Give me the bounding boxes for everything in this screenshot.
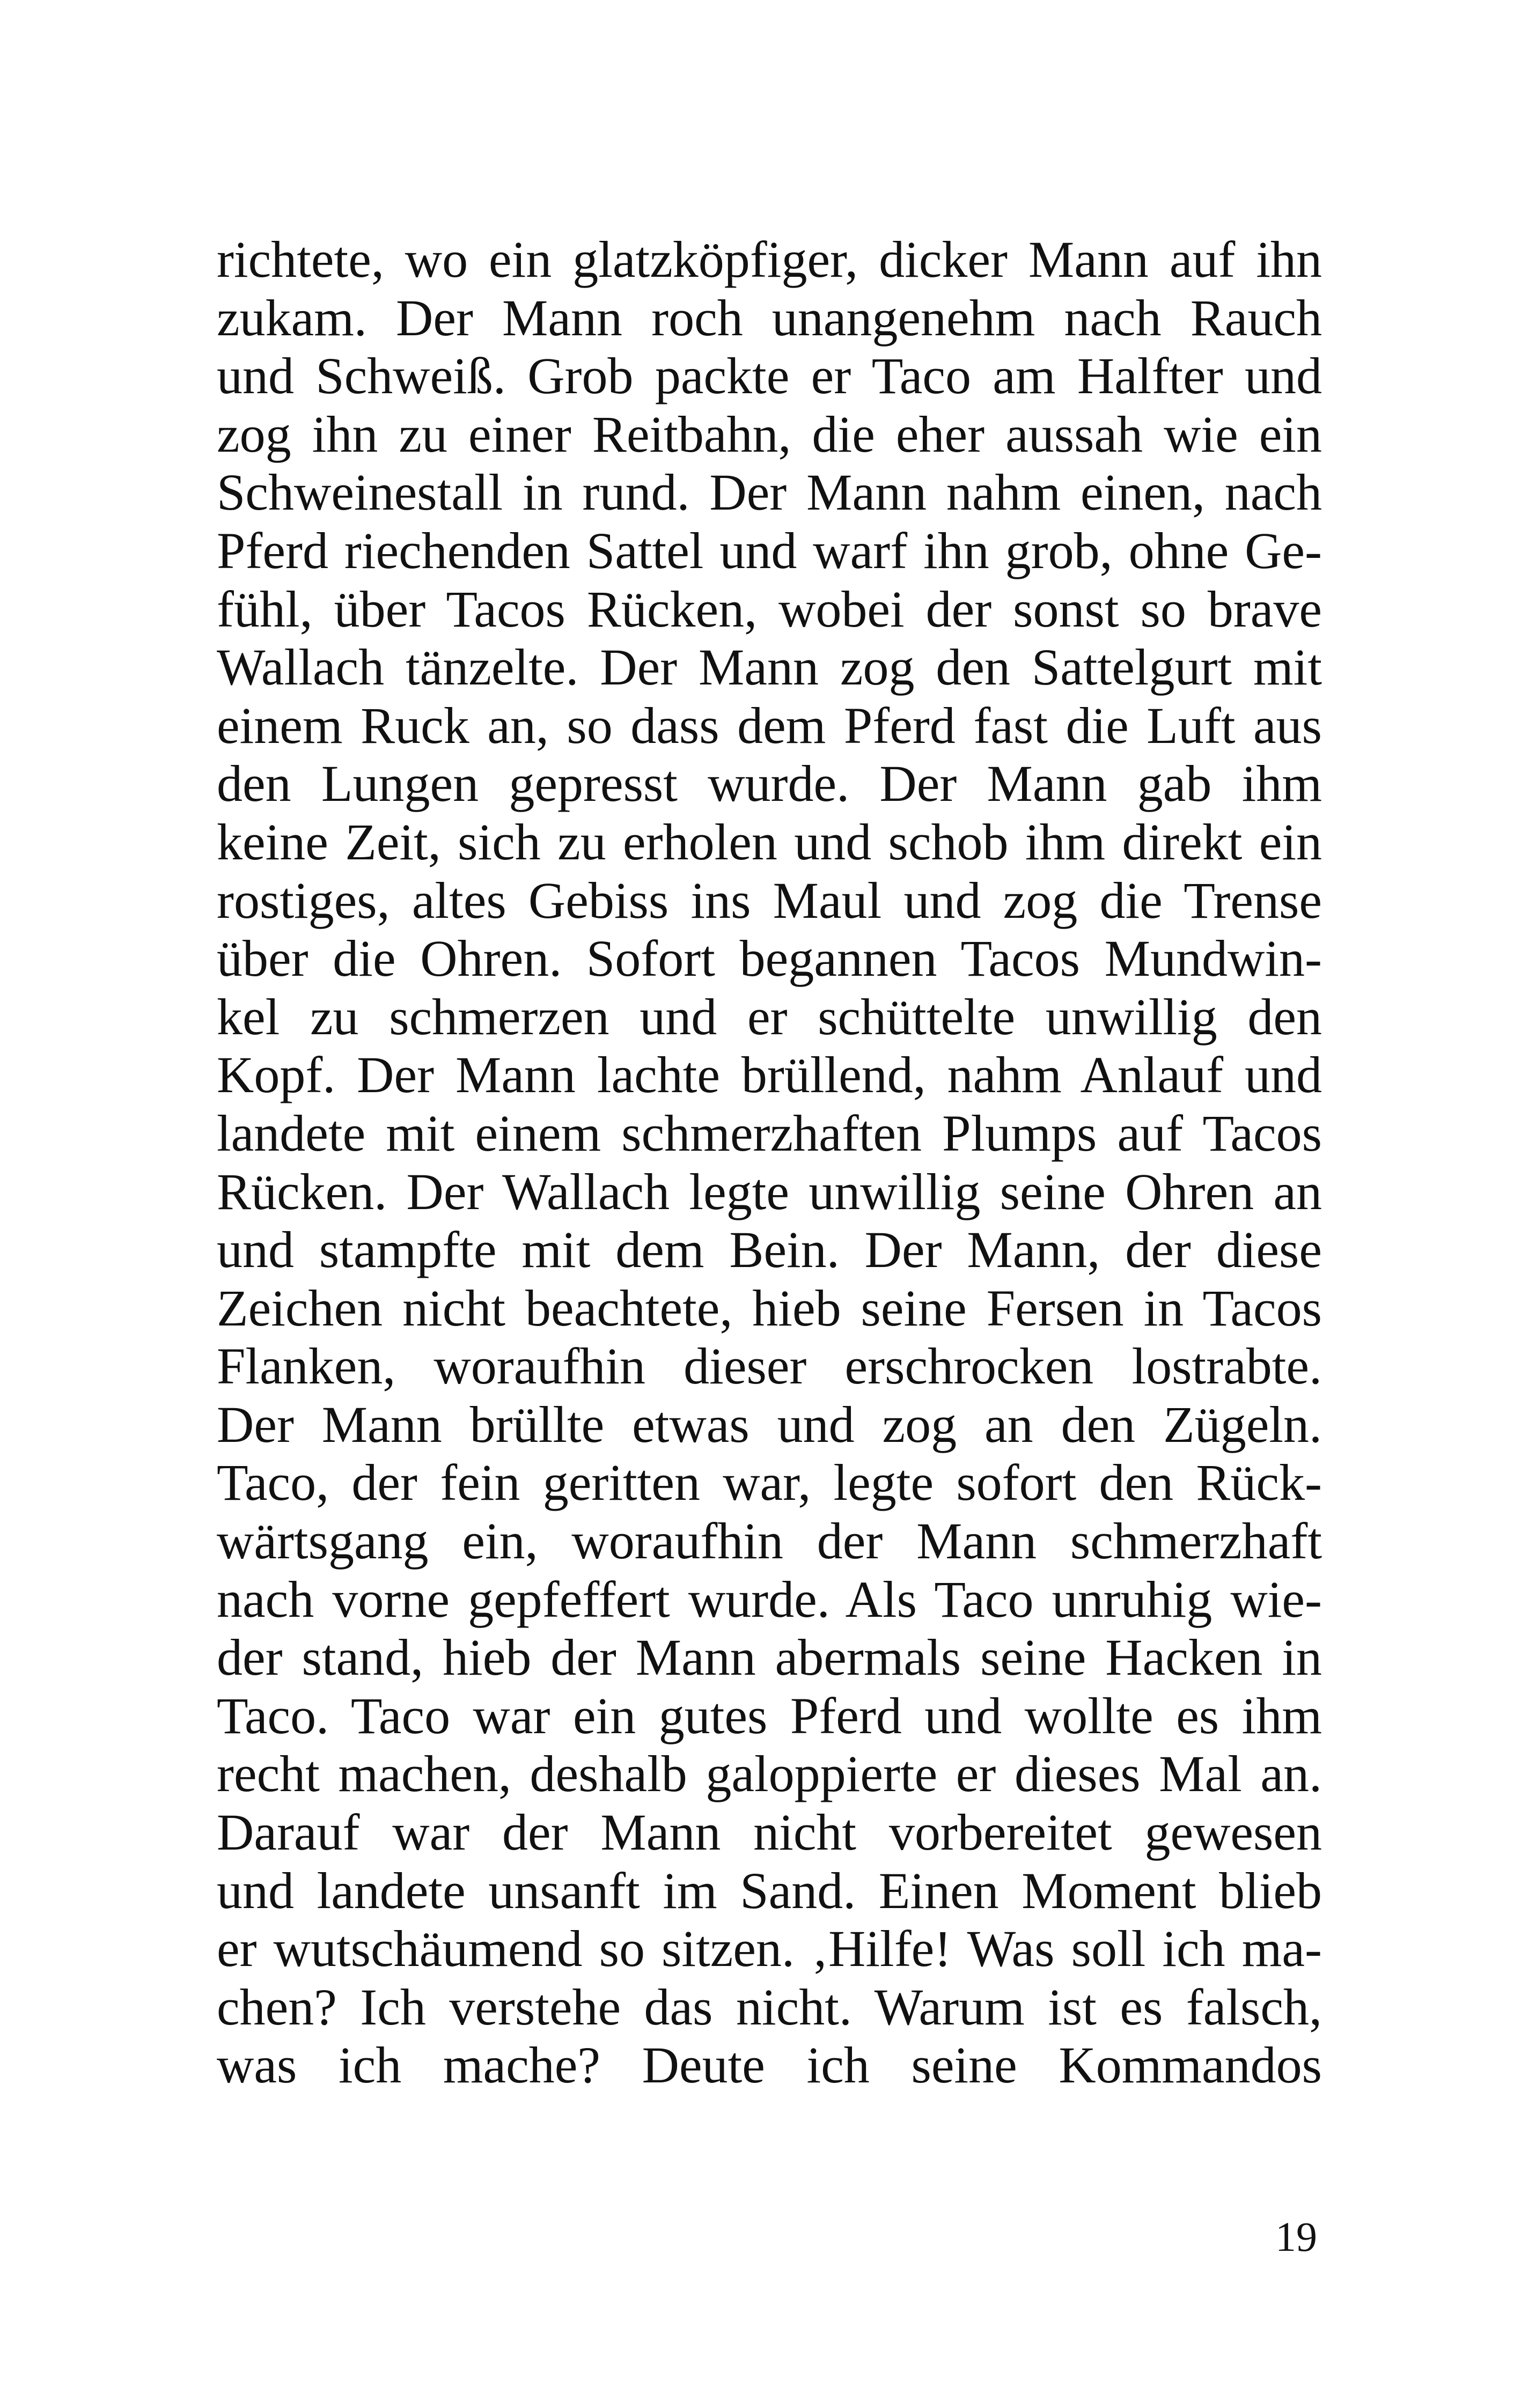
text-line: den Lungen gepresst wurde. Der Mann gab ihm	[217, 755, 1322, 813]
text-line: Kopf. Der Mann lachte brüllend, nahm Anlauf und	[217, 1046, 1322, 1104]
text-line: nach vorne gepfeffert wurde. Als Taco unruhig wie-	[217, 1570, 1322, 1628]
text-line: richtete, wo ein glatzköpfiger, dicker Mann auf ihn	[217, 231, 1322, 288]
text-line: recht machen, deshalb galoppierte er dieses Mal an.	[217, 1745, 1322, 1803]
text-line: wärtsgang ein, woraufhin der Mann schmerzhaft	[217, 1512, 1322, 1570]
text-line: Taco. Taco war ein gutes Pferd und wollte es ihm	[217, 1687, 1322, 1744]
text-line: Taco, der fein geritten war, legte sofort den Rück-	[217, 1454, 1322, 1512]
body-text	[217, 231, 1322, 2095]
text-line: Pferd riechenden Sattel und warf ihn grob, ohne Ge-	[217, 521, 1322, 579]
text-line: keine Zeit, sich zu erholen und schob ihm direkt ein	[217, 813, 1322, 871]
text-line: der stand, hieb der Mann abermals seine Hacken in	[217, 1629, 1322, 1687]
text-line: Zeichen nicht beachtete, hieb seine Fersen in Tacos	[217, 1279, 1322, 1337]
text-line: über die Ohren. Sofort begannen Tacos Mundwin-	[217, 930, 1322, 988]
text-line: Der Mann brüllte etwas und zog an den Zügeln.	[217, 1395, 1322, 1453]
text-line: Rücken. Der Wallach legte unwillig seine Ohren an	[217, 1162, 1322, 1220]
text-line: und Schweiß. Grob packte er Taco am Halfter und	[217, 347, 1322, 405]
text-line: einem Ruck an, so dass dem Pferd fast die Luft aus	[217, 696, 1322, 754]
page-number: 19	[1275, 2213, 1317, 2260]
text-line: er wutschäumend so sitzen. ‚Hilfe! Was soll ich ma-	[217, 1920, 1322, 1978]
text-line: Wallach tänzelte. Der Mann zog den Sattelgurt mit	[217, 638, 1322, 696]
text-line: kel zu schmerzen und er schüttelte unwillig den	[217, 988, 1322, 1045]
text-line: Schweinestall in rund. Der Mann nahm einen, nach	[217, 463, 1322, 521]
text-line: zukam. Der Mann roch unangenehm nach Rauch	[217, 289, 1322, 347]
text-line: chen? Ich verstehe das nicht. Warum ist es falsch,	[217, 1978, 1322, 2036]
text-line: und stampfte mit dem Bein. Der Mann, der diese	[217, 1221, 1322, 1279]
text-line: zog ihn zu einer Reitbahn, die eher aussah wie ein	[217, 405, 1322, 463]
text-line: Flanken, woraufhin dieser erschrocken lostrabte.	[217, 1337, 1322, 1395]
text-line: was ich mache? Deute ich seine Kommandos	[217, 2036, 1322, 2094]
text-line: landete mit einem schmerzhaften Plumps auf Tacos	[217, 1104, 1322, 1162]
text-line: fühl, über Tacos Rücken, wobei der sonst so brave	[217, 580, 1322, 638]
text-line: und landete unsanft im Sand. Einen Moment blieb	[217, 1861, 1322, 1919]
text-line: rostiges, altes Gebiss ins Maul und zog die Trense	[217, 871, 1322, 929]
text-line: Darauf war der Mann nicht vorbereitet gewesen	[217, 1803, 1322, 1861]
